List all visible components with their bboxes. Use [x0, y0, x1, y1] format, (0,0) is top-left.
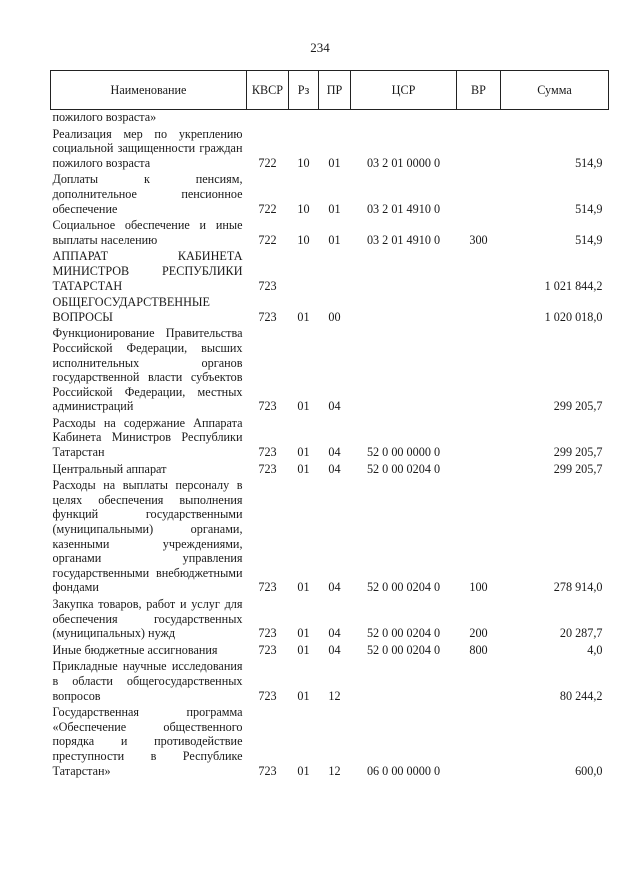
cell-pr: 01: [328, 155, 341, 170]
cell-name: Доплаты к пенсиям, дополнительное пенсионное обеспечение: [52, 172, 243, 216]
cell-rz: 01: [297, 763, 310, 778]
cell-kvsr: 723: [258, 688, 277, 703]
cell-name: Прикладные научные исследования в области общегосударственных вопросов: [52, 659, 243, 703]
table-row: [51, 249, 609, 295]
table-row: [51, 705, 609, 780]
cell-pr: 04: [328, 399, 341, 414]
header-rz: Рз: [289, 71, 319, 110]
cell-csr: 52 0 00 0000 0: [366, 445, 441, 460]
cell-vr: [457, 416, 501, 462]
cell-rz: 10: [297, 155, 310, 170]
cell-pr: 12: [328, 763, 341, 778]
cell-csr: 06 0 00 0000 0: [366, 763, 441, 778]
cell-csr: 03 2 01 4910 0: [366, 232, 441, 247]
cell-sum: 514,9: [575, 232, 603, 247]
page-number: 234: [310, 40, 330, 55]
cell-kvsr: 722: [258, 155, 277, 170]
cell-csr: 52 0 00 0204 0: [366, 580, 441, 595]
cell-rz: 10: [297, 201, 310, 216]
cell-kvsr: 723: [258, 445, 277, 460]
cell-rz: 01: [297, 688, 310, 703]
cell-name: Центральный аппарат: [52, 461, 167, 476]
cell-rz: 01: [297, 309, 310, 324]
table-row: [51, 110, 609, 127]
cell-rz: 01: [297, 642, 310, 657]
cell-vr: [457, 295, 501, 326]
cell-name: ОБЩЕГОСУДАРСТВЕННЫЕ ВОПРОСЫ: [52, 295, 210, 324]
cell-csr: 52 0 00 0204 0: [366, 626, 441, 641]
table-header: [51, 71, 609, 110]
budget-table: [50, 70, 609, 780]
cell-pr: 01: [328, 232, 341, 247]
cell-csr: [351, 110, 457, 127]
cell-name: пожилого возраста»: [52, 110, 157, 124]
cell-kvsr: 722: [258, 232, 277, 247]
header-kvsr: КВСР: [247, 71, 289, 110]
table-row: [51, 416, 609, 462]
cell-vr: 100: [469, 580, 488, 595]
cell-sum: 299 205,7: [553, 461, 603, 476]
cell-kvsr: 723: [258, 763, 277, 778]
table-row: [51, 478, 609, 597]
cell-pr: [319, 110, 351, 127]
cell-rz: 01: [297, 461, 310, 476]
header-csr: ЦСР: [351, 71, 457, 110]
table-body: [51, 110, 609, 781]
cell-sum: 600,0: [575, 763, 603, 778]
cell-pr: 04: [328, 580, 341, 595]
cell-vr: [457, 172, 501, 218]
cell-kvsr: 723: [258, 642, 277, 657]
cell-sum: 514,9: [575, 201, 603, 216]
cell-rz: 01: [297, 445, 310, 460]
cell-kvsr: 723: [258, 580, 277, 595]
cell-sum: 80 244,2: [559, 688, 603, 703]
cell-name: Функционирование Правительства Российской Федерации, высших исполнительных органов государственной власти субъектов Российской Федерации, местных администраций: [52, 326, 243, 414]
cell-pr: [319, 249, 351, 295]
cell-sum: 1 020 018,0: [544, 309, 603, 324]
table-row: [51, 127, 609, 173]
table-row: [51, 462, 609, 479]
cell-kvsr: 723: [258, 626, 277, 641]
cell-vr: [457, 110, 501, 127]
cell-name: Реализация мер по укреплению социальной защищенности граждан пожилого возраста: [52, 126, 243, 170]
table-row: [51, 643, 609, 660]
cell-sum: 20 287,7: [559, 626, 603, 641]
table-row: [51, 295, 609, 326]
cell-vr: 200: [469, 626, 488, 641]
cell-sum: 1 021 844,2: [544, 278, 603, 293]
cell-name: Расходы на выплаты персоналу в целях обеспечения выполнения функций государственными (муниципальными) органами, казенными учреждениями, органами управления государственными внебюджетными фондами: [52, 478, 243, 595]
cell-pr: 04: [328, 642, 341, 657]
cell-sum: 299 205,7: [553, 399, 603, 414]
table-row: [51, 218, 609, 249]
header-pr: ПР: [319, 71, 351, 110]
cell-pr: 04: [328, 461, 341, 476]
cell-sum: 4,0: [587, 642, 603, 657]
cell-name: Социальное обеспечение и иные выплаты населению: [52, 218, 243, 247]
cell-vr: [457, 249, 501, 295]
cell-pr: 04: [328, 626, 341, 641]
cell-sum: 299 205,7: [553, 445, 603, 460]
cell-pr: 01: [328, 201, 341, 216]
cell-rz: 01: [297, 399, 310, 414]
cell-sum: 514,9: [575, 155, 603, 170]
cell-kvsr: 723: [258, 399, 277, 414]
cell-rz: 10: [297, 232, 310, 247]
cell-name: Государственная программа «Обеспечение общественного порядка и противодействие преступности в Республике Татарстан»: [52, 705, 243, 778]
cell-csr: 03 2 01 0000 0: [366, 155, 441, 170]
cell-kvsr: 723: [258, 461, 277, 476]
cell-rz: [289, 110, 319, 127]
cell-name: Закупка товаров, работ и услуг для обеспечения государственных (муниципальных) нужд: [52, 597, 243, 641]
cell-pr: 12: [328, 688, 341, 703]
cell-rz: 01: [297, 580, 310, 595]
cell-csr: [351, 295, 457, 326]
cell-kvsr: 722: [258, 201, 277, 216]
cell-kvsr: [247, 110, 289, 127]
table-row: [51, 597, 609, 643]
table-row: [51, 326, 609, 416]
header-vr: ВР: [457, 71, 501, 110]
cell-kvsr: 723: [258, 309, 277, 324]
cell-sum: 278 914,0: [553, 580, 603, 595]
cell-pr: 04: [328, 445, 341, 460]
cell-csr: [351, 659, 457, 705]
cell-name: Расходы на содержание Аппарата Кабинета Министров Республики Татарстан: [52, 415, 243, 460]
cell-sum: [501, 110, 609, 127]
cell-name: Иные бюджетные ассигнования: [52, 642, 218, 657]
header-name: Наименование: [51, 71, 247, 110]
cell-csr: [351, 249, 457, 295]
table-row: [51, 659, 609, 705]
cell-pr: 00: [328, 309, 341, 324]
cell-rz: [289, 249, 319, 295]
cell-csr: 03 2 01 4910 0: [366, 201, 441, 216]
cell-vr: [457, 705, 501, 780]
cell-vr: [457, 127, 501, 173]
cell-rz: 01: [297, 626, 310, 641]
cell-csr: 52 0 00 0204 0: [366, 461, 441, 476]
cell-vr: [457, 462, 501, 479]
cell-csr: 52 0 00 0204 0: [366, 642, 441, 657]
cell-kvsr: 723: [258, 278, 277, 293]
cell-vr: 300: [469, 232, 488, 247]
cell-vr: [457, 659, 501, 705]
header-sum: Сумма: [501, 71, 609, 110]
cell-name: АППАРАТ КАБИНЕТА МИНИСТРОВ РЕСПУБЛИКИ ТАТАРСТАН: [52, 249, 243, 293]
table-row: [51, 172, 609, 218]
cell-vr: [457, 326, 501, 416]
cell-vr: 800: [469, 642, 488, 657]
cell-csr: [351, 326, 457, 416]
